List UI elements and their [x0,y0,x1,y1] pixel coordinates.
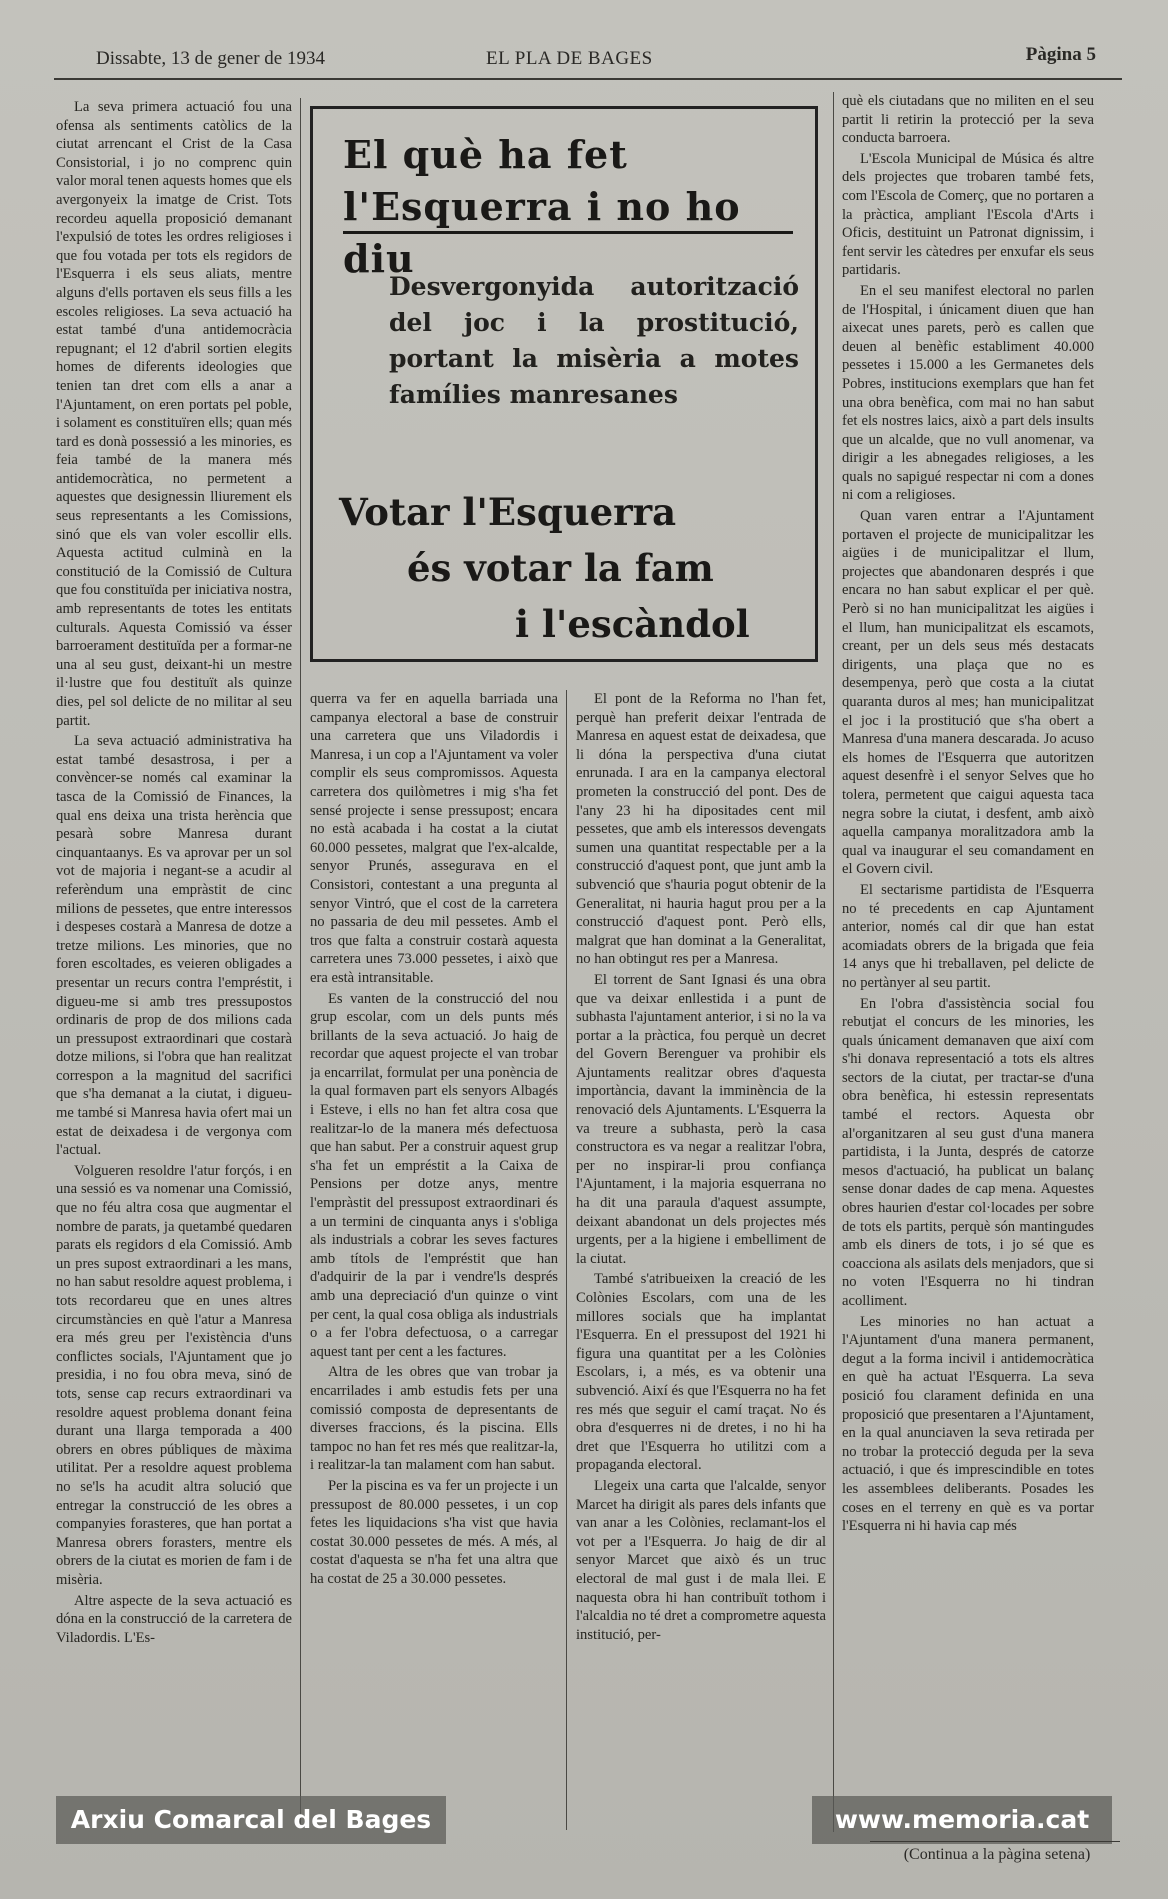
page-header [96,42,1096,76]
paragraph: En el seu manifest electoral no parlen de l'Hospital, i únicament diuen que han aixecat unes parets, però es callen que deuen al benèfic establiment 40.000 pessetes i 15.000 a les Germanetes dels Pobres, institucions exemplars que han fet una obra benèfica, com mai no han sabut fet els nostres laics, això a part dels insults que un alcalde, que no vull anomenar, va dirigir a les abnegades religioses, a les quals no sapigué respectar ni com a dones ni com a religioses. [842,282,1094,504]
paragraph: Es vanten de la construcció del nou grup escolar, com un dels punts més brillants de la seva actuació. Jo haig de recordar que aquest projecte el van trobar ja encarrilat, formulat per una ponència de la qual formaven part els senyors Albagés i Esteve, i ells no han fet altra cosa que realitzar-lo de la manera més defectuosa que han sabut. Per a construir aquest grup s'ha fet un empréstit a la Caixa de Pensions per dotze anys, mentre l'empràstit del pressupost extraordinari és a un termini de cinquanta anys i s'obliga als industrials a cobrar les seves factures amb títols de l'empréstit que han d'adquirir de la par i vendre'ls després amb una depreciació d'un quinze o vint per cent, la qual cosa obliga als industrials o a fer l'obra defectuosa, o a carregar aquest tant per cent a les factures. [310,990,558,1360]
boxed-title: El què ha fet l'Esquerra i no ho diu [343,132,741,281]
paragraph: Les minories no han actuat a l'Ajuntament d'una manera permanent, degut a la forma incivil i antidemocràtica en què ha actuat l'Esquerra. La seva posició fou clarament definida en una proposició que presentaren a l'Ajuntament, en la qual anunciaven la seva retirada per no trobar la protecció deguda per la seva actuació, i que és imprescindible en totes les assemblees deliberants. Posades les coses en el terreny en què es va portar l'Esquerra ni hi havia cap més [842,1313,1094,1535]
column-divider [300,98,301,1828]
paragraph: El pont de la Reforma no l'han fet, perquè han preferit deixar l'entrada de Manresa en aquest estat de deixadesa, que li dóna la perspectiva d'una ciutat enrunada. I ara en la campanya electoral prometen la construcció del pont. Des de l'any 23 hi ha dipositades cent mil pessetes, que amb els interessos devengats sumen una quantitat respectable per a la construcció d'aquest pont, que junt amb la subvenció que s'hauria pogut obtenir de la Generalitat, ni hauria hagut prou per a la construcció d'aquest pont. Però ells, malgrat que han dominat a la Generalitat, no han obtingut res per a Manresa. [576,691,826,968]
boxed-subtitle: Desvergonyida autorització del joc i la prostitució, portant la misèria a motes famílies manresanes [389,272,799,409]
paragraph: En l'obra d'assistència social fou rebutjat el concurs de les minories, les quals únicament demanaven que així com s'hi donava representació a tots els altres sectors de la ciutat, per tractar-se d'una obra benèfica, hi estessin representats també el rectors. Aquesta obr al'organitzaren al seu gust d'una manera partidista, i la Junta, després de catorze mesos d'actuació, ha publicat un balanç sense donar dades de cap mena. Aquestes obres haurien d'estar col·locades per sobre de tots els partits, perquè són mantingudes amb els diners de tots, i jo sé que es coacciona als asilats dels menjadors, que si no voten l'Esquerra no hi tindran acolliment. [842,995,1094,1309]
header-page-number: Pàgina 5 [1025,44,1096,65]
paragraph: El sectarisme partidista de l'Esquerra no té precedents en cap Ajuntament anterior, només cal dir que han estat acomiadats obrers de la brigada que feia 14 anys que hi treballaven, pel delicte de no pertànyer al seu partit. [842,881,1094,991]
paragraph: Altra de les obres que van trobar ja encarrilades i amb estudis fets per una comissió composta de depresentants de diverses fraccions, és la piscina. Ells tampoc no han fet res més que realitzar-la, i realitzar-la tan malament com han sabut. [310,1364,558,1474]
column-divider [833,92,834,1832]
article-column-4 [842,92,1094,1792]
paragraph: El torrent de Sant Ignasi és una obra que va deixar enllestida i a punt de subhasta l'ajuntament anterior, i si no la va portar a la pràctica, fou perquè un decret del Govern Berenguer va prohibir els Ajuntaments realitzar obres d'aquesta importància, davant la imminència de la renovació dels Ajuntaments. L'Esquerra la va treure a subhasta, però la casa constructora es va negar a realitzar l'obra, per no inspirar-li prou confiança l'Ajuntament, i la majoria esquerrana no ha dit una paraula d'aquest assumpte, deixant abandonat un dels projectes més urgents, per a la higiene i embelliment de la ciutat. [576,971,826,1267]
article-column-3 [576,690,826,1800]
article-column-2 [310,690,558,1790]
paragraph: Llegeix una carta que l'alcalde, senyor Marcet ha dirigit als pares dels infants que van anar a les Colònies, reclamant-los el vot per a l'Esquerra. Jo haig de dir al senyor Marcet que això és un truc electoral de mal gust i de mala llei. E naquesta obra hi han contribuït tothom i l'alcaldia no té dret a comprometre aquesta institució, per- [576,1477,826,1643]
header-date: Dissabte, 13 de gener de 1934 [96,48,325,69]
slogan-line: Votar l'Esquerra [339,490,677,534]
archive-watermark: Arxiu Comarcal del Bages [56,1796,446,1844]
header-newspaper-name: EL PLA DE BAGES [486,48,653,69]
paragraph: Altre aspecte de la seva actuació es dóna en la construcció de la carretera de Viladordis. L'Es- [56,1592,292,1646]
slogan-line: i l'escàndol [515,602,750,646]
boxed-headline [310,106,818,662]
continuation-rule [870,1841,1120,1842]
paragraph: La seva primera actuació fou una ofensa als sentiments catòlics de la ciutat arrencant el Crist de la Casa Consistorial, i jo no comprenc quin valor moral tenen aquests homes que els avergonyeix la imatge de Crist. Tots recordeu aquella proposició demanant l'expulsió de totes les ordres religioses i que fou votada per tots els regidors de l'Esquerra i els seus aliats, mentre alguns d'ells portaven els seus fills a les escoles religioses. La seva actuació ha estat també d'una antidemocràcia repugnant; el 12 d'abril sortien elegits homes de diferents ideologies que tenien tan dret com ells a anar a l'Ajuntament, on eren portats pel poble, i solament es constituïren ells; quan més tard es donà possessió a les minories, es feia també de la manera més antidemocràtica, no permetent a aquestes que designessin lliurement els seus representants a les Comissions, sinó que els van voler escollir ells. Aquesta actitud culminà en la constitució de la Comissió de Cultura que fou constituïda per iniciativa nostra, amb representants de totes les entitats culturals. Aquesta Comissió va ésser barroerament destituïda per a formar-ne una al seu gust, deixant-hi un mestre il·lustre que fou destituït als quinze dies, pel sol delicte de no militar al seu partit. [56,99,292,729]
boxed-slogan [339,484,809,652]
column-divider [566,690,567,1830]
continuation-note: (Continua a la pàgina setena) [903,1846,1091,1863]
paragraph: què els ciutadans que no militen en el seu partit li retirin la protecció per la seva conducta barroera. [842,93,1094,147]
slogan-line: és votar la fam [407,546,714,590]
boxed-title-rule [343,231,793,234]
paragraph: La seva actuació administrativa ha estat també desastrosa, i per a convèncer-se només cal examinar la tasca de la Comissió de Finances, la qual ens deixa una trista herència que pesarà sobre Manresa durant cinquantaanys. Es va aprovar per un sol vot de majoria i negant-se a acudir al referèndum una empràstit de cinc milions de pessetes, que entre interessos i despeses costarà a Manresa de dotze a tretze milions. Les minories, que no foren escoltades, es veieren obligades a presentar un recurs contra l'empréstit, i digueu-me si amb tres pressupostos ordinaris de prop de dos milions cada un pressupost extraordinari que costarà dotze milions, si l'obra que han realitzat correspon a la magnitud del sacrifici que s'ha demanat a la ciutat, i digueu-me també si Manresa havia ofert mai un estat de deixadesa i de vergonya com l'actual. [56,733,292,1159]
paragraph: Per la piscina es va fer un projecte i un pressupost de 80.000 pessetes, i un cop fetes les liquidacions s'ha vist que havia costat 30.000 pessetes de més. A més, al costat d'aquesta se n'ha fet una altra que ha costat de 25 a 30.000 pessetes. [310,1477,558,1587]
paragraph: També s'atribueixen la creació de les Colònies Escolars, com una de les millores socials que ha implantat l'Esquerra. En el pressupost del 1921 hi figura una quantitat per a les Colònies Escolars, i, a més, es va obtenir una subvenció. Així és que l'Esquerra no ha fet res més que seguir el camí traçat. No és obra d'esquerres ni de dretes, i no hi ha dret que l'Esquerra ho utilitzi com a propaganda electoral. [576,1271,826,1474]
paragraph: L'Escola Municipal de Música és altre dels projectes que trobaren també fets, com l'Escola de Comerç, que no portaren a la pràctica, ampliant l'Escola d'Arts i Oficis, destituint un Patronat dignissim, i fent servir les càtedres per enxufar els seus partidaris. [842,150,1094,279]
article-column-1 [56,98,292,1788]
website-watermark: www.memoria.cat [812,1796,1112,1844]
paragraph: Quan varen entrar a l'Ajuntament portaven el projecte de municipalitzar les aigües i de municipalitzar el llum, projectes que abandonaren després i que encara no han sabut explicar el per què. Però si no han municipalitzat les aigües i el llum, han municipalitzat els escamots, creant, per un dels seus més destacats dirigents, una plaça que no es desempenya, però que costa a la ciutat quaranta duros al mes; han municipalitzat el joc i la prostitució que s'ha obert a Manresa d'una manera descarada. Jo acuso els homes de l'Esquerra que autoritzen aquest desenfrè i el senyor Selves que ho tolera, permetent que caigui aquesta taca negra sobre la ciutat, i desfent, amb això aquella campanya moralitzadora amb la qual va inaugurar el seu comandament en el Govern civil. [842,508,1094,878]
header-rule [54,78,1122,80]
paragraph: querra va fer en aquella barriada una campanya electoral a base de construir una carretera que uns Viladordis i Manresa, i un cop a l'Ajuntament va voler complir els seus compromissos. Aquesta carretera dos quilòmetres i mig s'ha fet sensé projecte i sense pressupost; encara no està acabada i ha costat a la ciutat 60.000 pessetes, malgrat que l'ex-alcalde, senyor Prunés, assegurava en el Consistori, contestant a una pregunta al senyor Vintró, que el cost de la carretera no passaria de deu mil pessetes. Amb el tros que falta a construir costarà aquesta carretera unes 73.000 pessetes, i això que era està intransitable. [310,691,558,986]
paragraph: Volgueren resoldre l'atur forçós, i en una sessió es va nomenar una Comissió, que no féu altra cosa que augmentar el nombre de parats, ja quetambé quedaren parats els regidors d ela Comissió. Amb un pres supost extraordinari a les mans, no han sabut resoldre aquest problema, i tots recordareu que en unes altres circumstàncies en què l'atur a Manresa era més greu per l'existència d'uns conflictes socials, l'Ajuntament que jo presidia, i no fou obra meva, sinó de tots, sense cap recurs extraordinari va resoldre aquest problema donant feina durant una llarga temporada a 400 obrers en obres públiques de màxima utilitat. Per a resoldre aquest problema no se'ls ha acudit altra solució que entregar la construcció de les obres a companyies forasteres, que han portat a Manresa obrers forasters, mentre els obrers de la ciutat es morien de fam i de misèria. [56,1162,292,1588]
